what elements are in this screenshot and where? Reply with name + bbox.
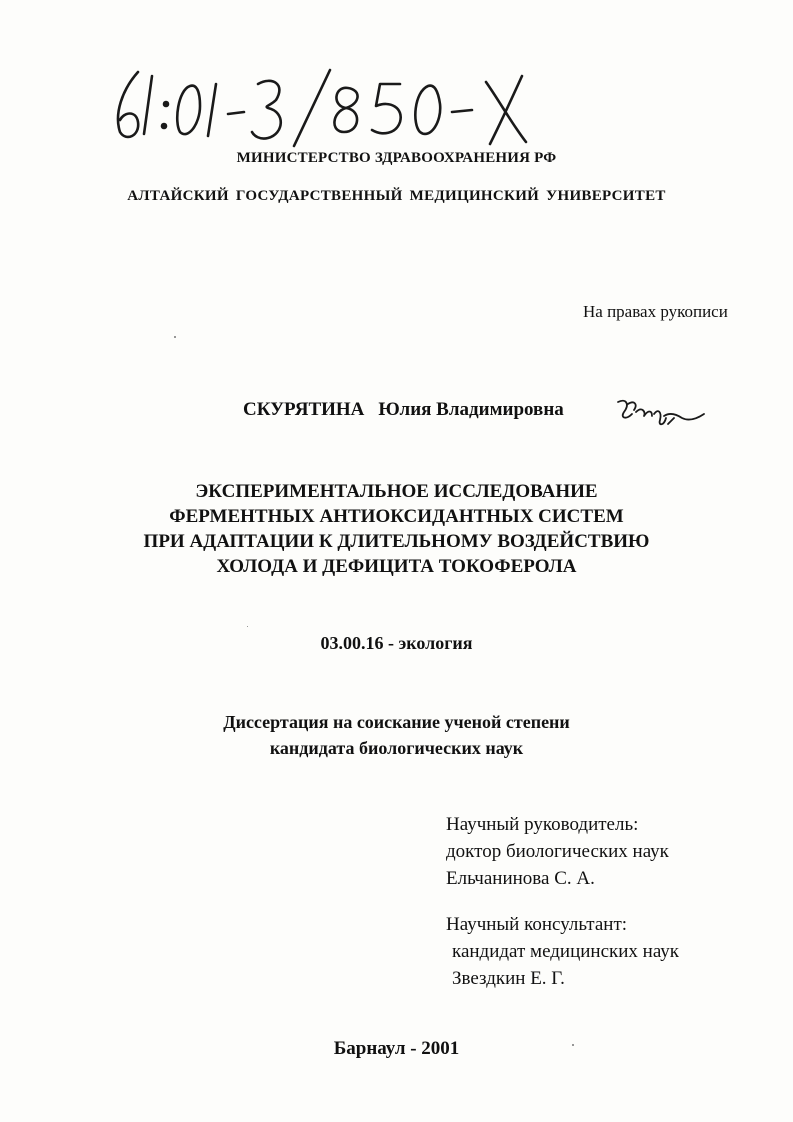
title-line: ФЕРМЕНТНЫХ АНТИОКСИДАНТНЫХ СИСТЕМ	[169, 506, 624, 527]
scan-speck	[572, 1044, 574, 1046]
city-year: Барнаул - 2001	[333, 1038, 460, 1059]
consultant-degree: кандидат медицинских наук	[452, 941, 680, 962]
supervisor-block	[446, 811, 669, 892]
university-heading: АЛТАЙСКИЙ ГОСУДАРСТВЕННЫЙ МЕДИЦИНСКИЙ УНИВЕРСИТЕТ	[127, 188, 666, 204]
handwritten-archive-number	[108, 62, 548, 152]
author-signature	[612, 394, 706, 432]
supervisor-role: Научный руководитель:	[446, 814, 639, 835]
consultant-block	[446, 911, 679, 992]
supervisor-degree: доктор биологических наук	[446, 841, 669, 862]
title-line: ПРИ АДАПТАЦИИ К ДЛИТЕЛЬНОМУ ВОЗДЕЙСТВИЮ	[143, 531, 650, 552]
consultant-role: Научный консультант:	[446, 914, 628, 935]
author-name	[243, 399, 564, 421]
author-surname: СКУРЯТИНА	[243, 399, 365, 420]
title-line: ХОЛОДА И ДЕФИЦИТА ТОКОФЕРОЛА	[216, 556, 577, 577]
degree-statement	[0, 709, 793, 761]
author-given-names: Юлия Владимировна	[378, 399, 564, 420]
supervisor-name: Ельчанинова С. А.	[446, 868, 595, 889]
scan-speck	[247, 626, 248, 627]
rights-note: На правах рукописи	[583, 302, 728, 321]
title-line: ЭКСПЕРИМЕНТАЛЬНОЕ ИССЛЕДОВАНИЕ	[195, 481, 598, 502]
specialty-code: 03.00.16 - экология	[320, 633, 473, 653]
degree-line: Диссертация на соискание ученой степени	[223, 712, 570, 732]
ministry-heading: МИНИСТЕРСТВО ЗДРАВООХРАНЕНИЯ РФ	[236, 150, 557, 166]
consultant-name: Звездкин Е. Г.	[452, 968, 565, 989]
scan-speck	[174, 336, 176, 338]
dissertation-title	[0, 479, 793, 579]
degree-line: кандидата биологических наук	[269, 738, 524, 758]
signature-drawing	[612, 394, 706, 432]
archive-number-drawing	[108, 62, 548, 152]
